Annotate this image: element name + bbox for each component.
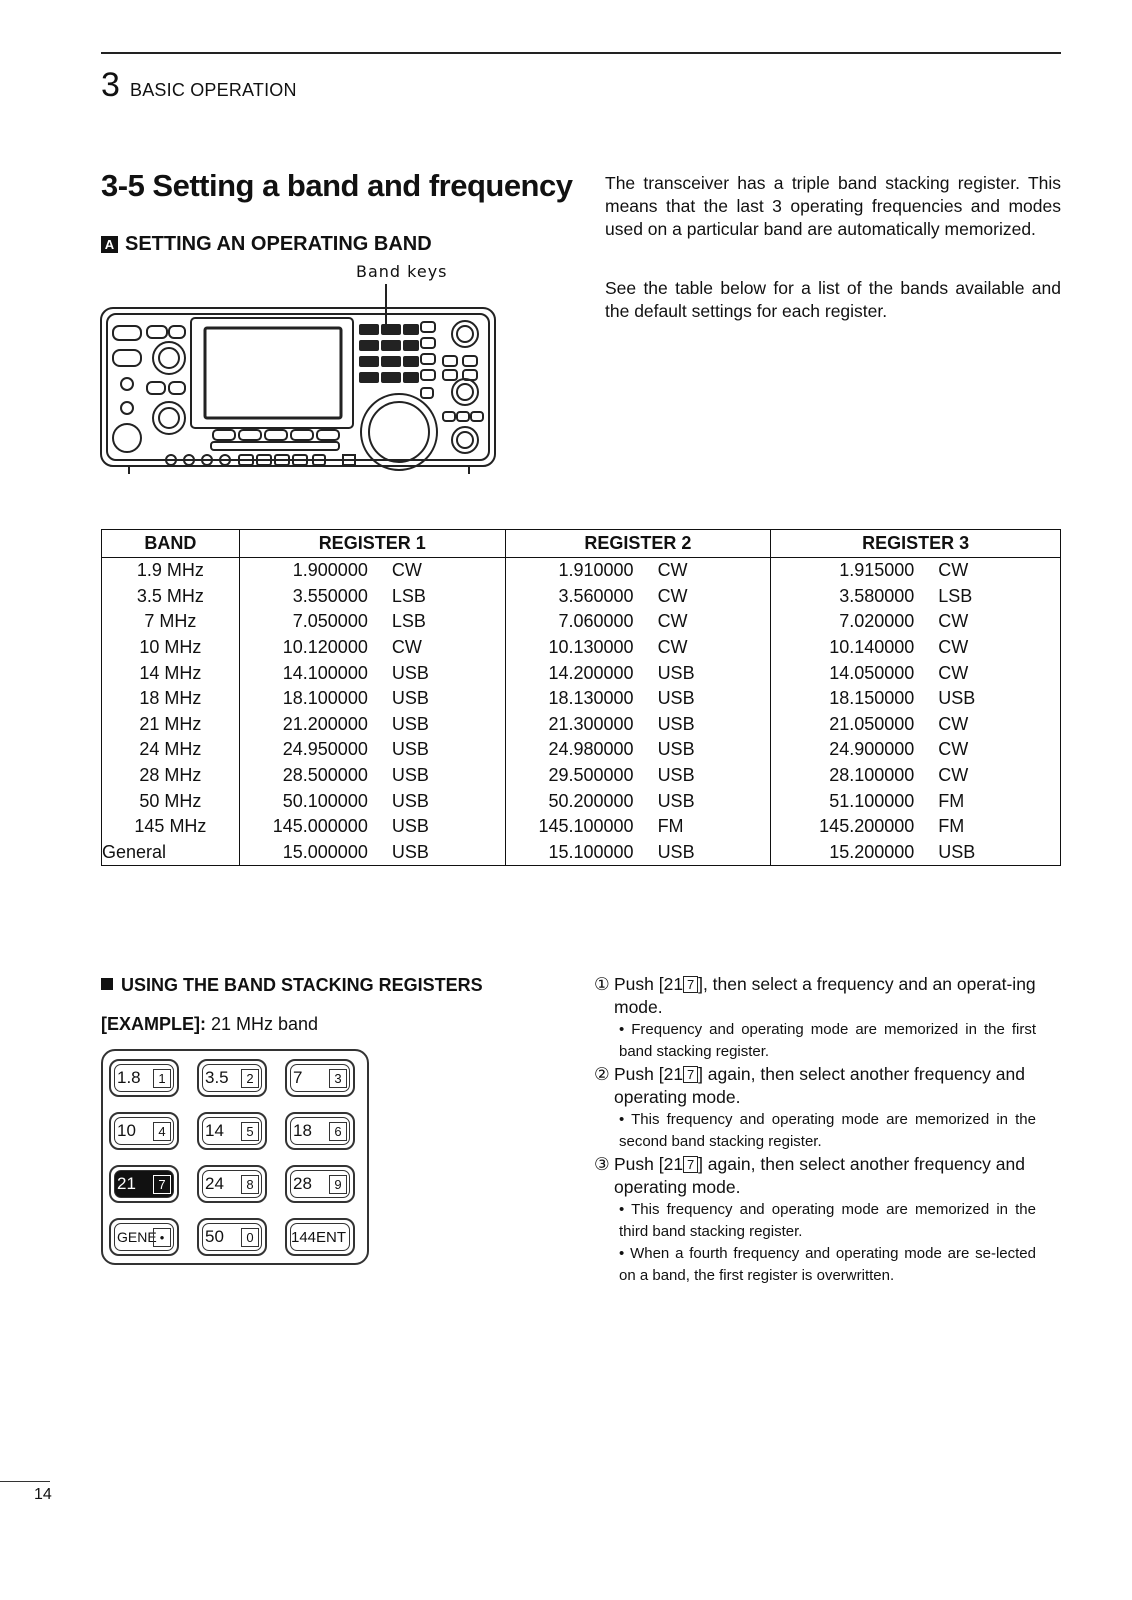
band-cell: 10 MHz — [102, 635, 240, 661]
band-cell: General — [102, 840, 240, 866]
mode-value: USB — [657, 739, 695, 760]
band-cell: 3.5 MHz — [102, 584, 240, 610]
frequency-value: 28.500000 — [282, 765, 368, 786]
step-3-text-b: ] again, then select another frequency and operating mode. — [614, 1154, 1025, 1197]
frequency-value: 24.900000 — [829, 739, 915, 760]
chapter-number: 3 — [101, 66, 120, 104]
key-label: 50 — [205, 1227, 224, 1246]
register-3-cell — [771, 712, 1061, 738]
frequency-value: 10.130000 — [548, 637, 634, 658]
band-cell: 14 MHz — [102, 660, 240, 686]
frequency-value: 21.300000 — [548, 713, 634, 734]
page-number: 14 — [34, 1486, 52, 1503]
mode-value: CW — [938, 637, 969, 658]
mode-value: USB — [938, 841, 976, 862]
register-3-cell — [771, 840, 1061, 866]
register-1-cell — [239, 763, 505, 789]
register-1-cell — [239, 737, 505, 763]
mode-value: CW — [938, 713, 969, 734]
key-digit: 0 — [241, 1228, 259, 1247]
frequency-value: 15.200000 — [829, 841, 915, 862]
mode-value: USB — [391, 662, 429, 683]
table-row — [102, 635, 1061, 661]
frequency-value: 1.900000 — [292, 560, 368, 581]
key-7-icon: 7 — [683, 976, 698, 993]
frequency-value: 50.200000 — [548, 790, 634, 811]
key-label: 21 — [117, 1174, 136, 1193]
step-4-note: • When a fourth frequency and operating mode are se-lected on a band, the first register is overwritten. — [619, 1245, 1036, 1284]
mode-value: CW — [938, 560, 969, 581]
band-key-10[interactable] — [109, 1112, 179, 1150]
register-2-cell — [505, 840, 771, 866]
table-row — [102, 558, 1061, 584]
table-row — [102, 712, 1061, 738]
frequency-value: 3.550000 — [292, 585, 368, 606]
band-key-28[interactable] — [285, 1165, 355, 1203]
step-1-note: • Frequency and operating mode are memorized in the first band stacking register. — [619, 1021, 1036, 1060]
band-cell: 18 MHz — [102, 686, 240, 712]
register-2-cell — [505, 712, 771, 738]
register-2-cell — [505, 737, 771, 763]
key-label: 144ENT — [291, 1229, 347, 1246]
intro-paragraph-2: See the table below for a list of the bands available and the default settings for each register. — [605, 278, 1061, 321]
mode-value: USB — [657, 713, 695, 734]
mode-value: CW — [938, 739, 969, 760]
band-cell: 21 MHz — [102, 712, 240, 738]
frequency-value: 7.060000 — [558, 611, 634, 632]
table-row — [102, 814, 1061, 840]
frequency-value: 7.050000 — [292, 611, 368, 632]
section-title: 3-5 Setting a band and frequency — [101, 168, 573, 203]
register-2-cell — [505, 814, 771, 840]
band-key-3.5[interactable] — [197, 1059, 267, 1097]
mode-value: USB — [657, 765, 695, 786]
frequency-value: 10.140000 — [829, 637, 915, 658]
step-1-number: ① — [594, 974, 610, 994]
frequency-value: 3.580000 — [839, 585, 915, 606]
frequency-value: 14.200000 — [548, 662, 634, 683]
key-digit: • — [153, 1228, 171, 1247]
table-row — [102, 686, 1061, 712]
key-digit: 3 — [329, 1069, 347, 1088]
chapter-title: BASIC OPERATION — [130, 80, 297, 100]
mode-value: USB — [657, 688, 695, 709]
band-cell: 50 MHz — [102, 788, 240, 814]
mode-value: CW — [938, 662, 969, 683]
step-2-note: • This frequency and operating mode are memorized in the second band stacking register. — [619, 1111, 1036, 1150]
step-3-number: ③ — [594, 1154, 610, 1174]
header-band: BAND — [102, 530, 240, 558]
frequency-value: 51.100000 — [829, 790, 915, 811]
mode-value: LSB — [391, 611, 426, 632]
frequency-value: 24.950000 — [282, 739, 368, 760]
key-digit: 5 — [241, 1122, 259, 1141]
frequency-value: 24.980000 — [548, 739, 634, 760]
mode-value: CW — [938, 611, 969, 632]
frequency-value: 145.100000 — [538, 816, 634, 837]
mode-value: USB — [391, 713, 429, 734]
register-2-cell — [505, 686, 771, 712]
frequency-value: 15.100000 — [548, 841, 634, 862]
mode-value: USB — [657, 662, 695, 683]
mode-value: CW — [938, 765, 969, 786]
band-key-24[interactable] — [197, 1165, 267, 1203]
frequency-value: 18.100000 — [282, 688, 368, 709]
header-register-2: REGISTER 2 — [505, 530, 771, 558]
register-3-cell — [771, 788, 1061, 814]
frequency-value: 10.120000 — [282, 637, 368, 658]
mode-value: CW — [391, 637, 422, 658]
section-marker: A — [101, 236, 118, 253]
frequency-value: 15.000000 — [282, 841, 368, 862]
register-2-cell — [505, 635, 771, 661]
step-1-text-b: ], then select a frequency and an operat-ing mode. — [614, 974, 1036, 1017]
square-bullet-icon — [101, 978, 113, 990]
register-1-cell — [239, 712, 505, 738]
header-register-1: REGISTER 1 — [239, 530, 505, 558]
instruction-steps — [594, 973, 1036, 1287]
table-row — [102, 840, 1061, 866]
example-line — [101, 1014, 318, 1035]
mode-value: CW — [391, 560, 422, 581]
key-digit: 7 — [153, 1175, 171, 1194]
mode-value: LSB — [938, 585, 973, 606]
table-row — [102, 609, 1061, 635]
band-key-14[interactable] — [197, 1112, 267, 1150]
header-register-3: REGISTER 3 — [771, 530, 1061, 558]
band-keypad — [101, 1049, 369, 1265]
mode-value: CW — [657, 585, 688, 606]
band-key-144ent[interactable] — [285, 1218, 355, 1256]
register-1-cell — [239, 788, 505, 814]
register-3-cell — [771, 635, 1061, 661]
step-2-text-b: ] again, then select another frequency and operating mode. — [614, 1064, 1025, 1107]
transceiver-illustration — [99, 284, 499, 478]
key-7-icon: 7 — [683, 1066, 698, 1083]
mode-value: USB — [657, 790, 695, 811]
table-row — [102, 788, 1061, 814]
subsection-a-heading — [101, 233, 432, 256]
register-3-cell — [771, 558, 1061, 584]
band-key-18[interactable] — [285, 1112, 355, 1150]
band-keys-callout: Band keys — [356, 262, 448, 281]
frequency-value: 145.000000 — [272, 816, 368, 837]
table-header-row — [102, 530, 1061, 558]
register-2-cell — [505, 609, 771, 635]
step-1 — [594, 973, 1036, 1019]
band-cell: 7 MHz — [102, 609, 240, 635]
subsection-b-heading — [101, 975, 483, 996]
band-key-1.8[interactable] — [109, 1059, 179, 1097]
frequency-value: 21.050000 — [829, 713, 915, 734]
band-cell: 28 MHz — [102, 763, 240, 789]
header-rule — [101, 52, 1061, 54]
key-label: 14 — [205, 1121, 224, 1140]
band-key-50[interactable] — [197, 1218, 267, 1256]
register-1-cell — [239, 609, 505, 635]
table-row — [102, 737, 1061, 763]
frequency-value: 1.910000 — [558, 560, 634, 581]
example-text: 21 MHz band — [206, 1014, 319, 1034]
mode-value: USB — [391, 739, 429, 760]
key-digit: 6 — [329, 1122, 347, 1141]
table-row — [102, 660, 1061, 686]
band-register-table — [101, 529, 1061, 866]
step-2 — [594, 1063, 1036, 1109]
key-label: 3.5 — [205, 1068, 229, 1087]
frequency-value: 145.200000 — [819, 816, 915, 837]
register-2-cell — [505, 584, 771, 610]
register-3-cell — [771, 609, 1061, 635]
register-1-cell — [239, 660, 505, 686]
register-1-cell — [239, 635, 505, 661]
register-3-cell — [771, 686, 1061, 712]
register-1-cell — [239, 558, 505, 584]
mode-value: LSB — [391, 585, 426, 606]
mode-value: CW — [657, 560, 688, 581]
register-3-cell — [771, 584, 1061, 610]
mode-value: USB — [391, 816, 429, 837]
frequency-value: 7.020000 — [839, 611, 915, 632]
mode-value: USB — [391, 841, 429, 862]
mode-value: USB — [391, 790, 429, 811]
band-key-21[interactable] — [109, 1165, 179, 1203]
band-cell: 1.9 MHz — [102, 558, 240, 584]
step-2-text-a: Push [21 — [614, 1064, 684, 1084]
frequency-value: 14.050000 — [829, 662, 915, 683]
step-3 — [594, 1153, 1036, 1199]
frequency-value: 1.915000 — [839, 560, 915, 581]
mode-value: CW — [657, 637, 688, 658]
table-row — [102, 584, 1061, 610]
frequency-value: 14.100000 — [282, 662, 368, 683]
frequency-value: 18.130000 — [548, 688, 634, 709]
subsection-b-title: USING THE BAND STACKING REGISTERS — [121, 975, 483, 995]
mode-value: USB — [391, 688, 429, 709]
frequency-value: 28.100000 — [829, 765, 915, 786]
example-label: [EXAMPLE]: — [101, 1014, 206, 1034]
key-label: 7 — [293, 1068, 303, 1087]
register-3-cell — [771, 737, 1061, 763]
register-2-cell — [505, 660, 771, 686]
band-cell: 24 MHz — [102, 737, 240, 763]
register-1-cell — [239, 814, 505, 840]
footer-rule — [0, 1481, 50, 1482]
register-1-cell — [239, 840, 505, 866]
frequency-value: 21.200000 — [282, 713, 368, 734]
subsection-a-title: SETTING AN OPERATING BAND — [125, 233, 432, 255]
band-key-gene[interactable] — [109, 1218, 179, 1256]
key-label: 18 — [293, 1121, 312, 1140]
step-3-note: • This frequency and operating mode are memorized in the third band stacking register. — [619, 1201, 1036, 1240]
key-7-icon: 7 — [683, 1156, 698, 1173]
intro-paragraph-1: The transceiver has a triple band stacking register. This means that the last 3 operating frequencies and modes used on a particular band are automatically memorized. — [605, 173, 1061, 239]
step-2-number: ② — [594, 1064, 610, 1084]
register-1-cell — [239, 584, 505, 610]
key-label: GENE — [117, 1229, 157, 1245]
register-3-cell — [771, 660, 1061, 686]
key-label: 28 — [293, 1174, 312, 1193]
mode-value: USB — [938, 688, 976, 709]
register-2-cell — [505, 558, 771, 584]
mode-value: CW — [657, 611, 688, 632]
band-cell: 145 MHz — [102, 814, 240, 840]
key-label: 1.8 — [117, 1068, 141, 1087]
mode-value: USB — [391, 765, 429, 786]
register-3-cell — [771, 814, 1061, 840]
frequency-value: 18.150000 — [829, 688, 915, 709]
table-row — [102, 763, 1061, 789]
mode-value: FM — [938, 790, 965, 811]
mode-value: FM — [657, 816, 684, 837]
mode-value: FM — [938, 816, 965, 837]
register-3-cell — [771, 763, 1061, 789]
register-1-cell — [239, 686, 505, 712]
key-digit: 8 — [241, 1175, 259, 1194]
frequency-value: 29.500000 — [548, 765, 634, 786]
key-digit: 9 — [329, 1175, 347, 1194]
key-digit: 2 — [241, 1069, 259, 1088]
register-2-cell — [505, 763, 771, 789]
step-3-text-a: Push [21 — [614, 1154, 684, 1174]
register-2-cell — [505, 788, 771, 814]
band-key-7[interactable] — [285, 1059, 355, 1097]
step-1-text-a: Push [21 — [614, 974, 684, 994]
frequency-value: 3.560000 — [558, 585, 634, 606]
mode-value: USB — [657, 841, 695, 862]
key-digit: 4 — [153, 1122, 171, 1141]
key-label: 24 — [205, 1174, 224, 1193]
key-label: 10 — [117, 1121, 136, 1140]
frequency-value: 50.100000 — [282, 790, 368, 811]
key-digit: 1 — [153, 1069, 171, 1088]
